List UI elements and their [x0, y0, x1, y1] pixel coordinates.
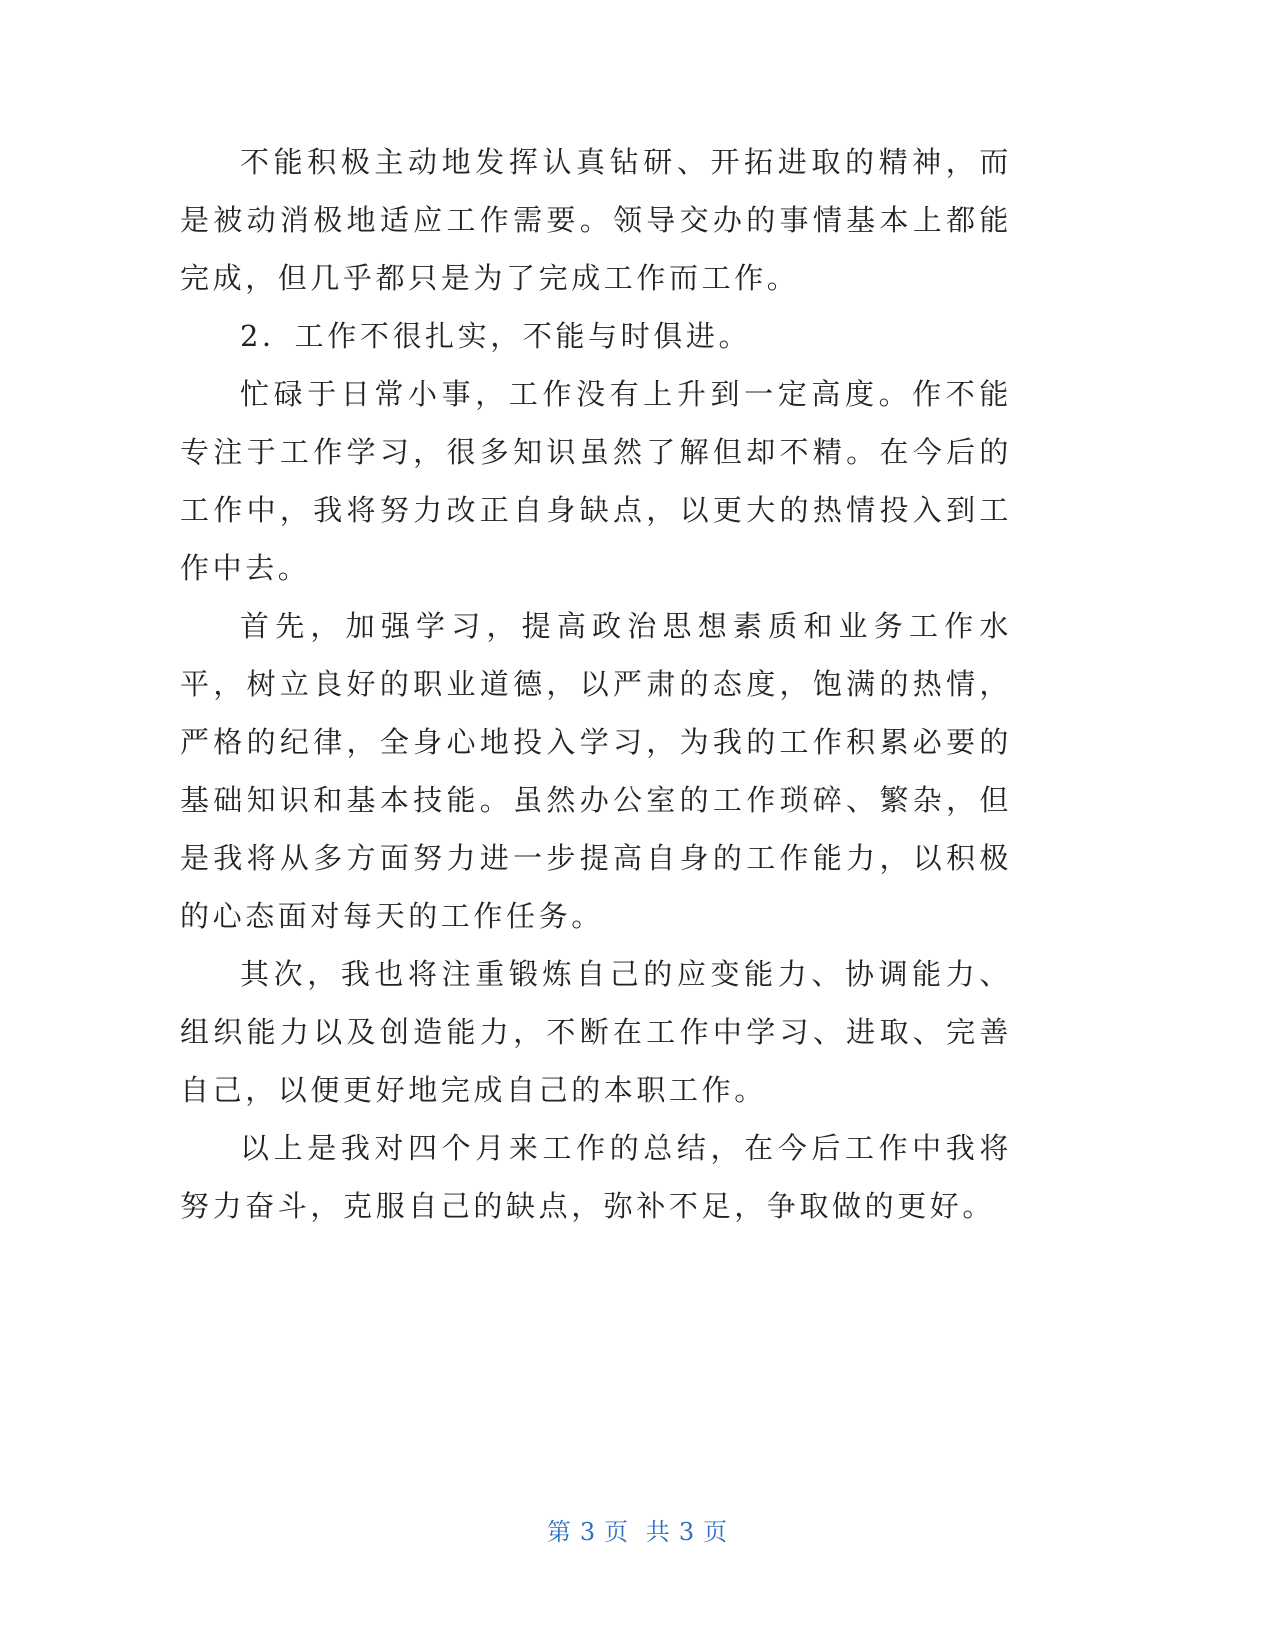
page-footer — [0, 1516, 1275, 1548]
paragraph-6: 以上是我对四个月来工作的总结，在今后工作中我将努力奋斗，克服自己的缺点，弥补不足，争取做的更好。 — [180, 1131, 1012, 1223]
paragraph-2-heading: 2．工作不很扎实，不能与时俱进。 — [240, 319, 752, 353]
paragraph-5: 其次，我也将注重锻炼自己的应变能力、协调能力、组织能力以及创造能力，不断在工作中学习、进取、完善自己，以便更好地完成自己的本职工作。 — [180, 957, 1012, 1107]
current-page-number: 3 — [579, 1518, 597, 1546]
total-pages-number: 3 — [678, 1518, 696, 1546]
document-body — [180, 133, 1012, 1235]
paragraph-3: 忙碌于日常小事，工作没有上升到一定高度。作不能专注于工作学习，很多知识虽然了解但却不精。在今后的工作中，我将努力改正自身缺点，以更大的热情投入到工作中去。 — [180, 377, 1012, 585]
page-label-suffix: 页 — [703, 1518, 729, 1546]
paragraph-1: 不能积极主动地发挥认真钻研、开拓进取的精神，而是被动消极地适应工作需要。领导交办的事情基本上都能完成，但几乎都只是为了完成工作而工作。 — [180, 145, 1012, 295]
paragraph-4: 首先，加强学习，提高政治思想素质和业务工作水平，树立良好的职业道德，以严肃的态度，饱满的热情，严格的纪律，全身心地投入学习，为我的工作积累必要的基础知识和基本技能。虽然办公室的工作琐碎、繁杂，但是我将从多方面努力进一步提高自身的工作能力，以积极的心态面对每天的工作任务。 — [180, 609, 1012, 933]
page-label-prefix: 第 — [546, 1518, 572, 1546]
page-label-mid: 页 共 — [604, 1518, 671, 1546]
